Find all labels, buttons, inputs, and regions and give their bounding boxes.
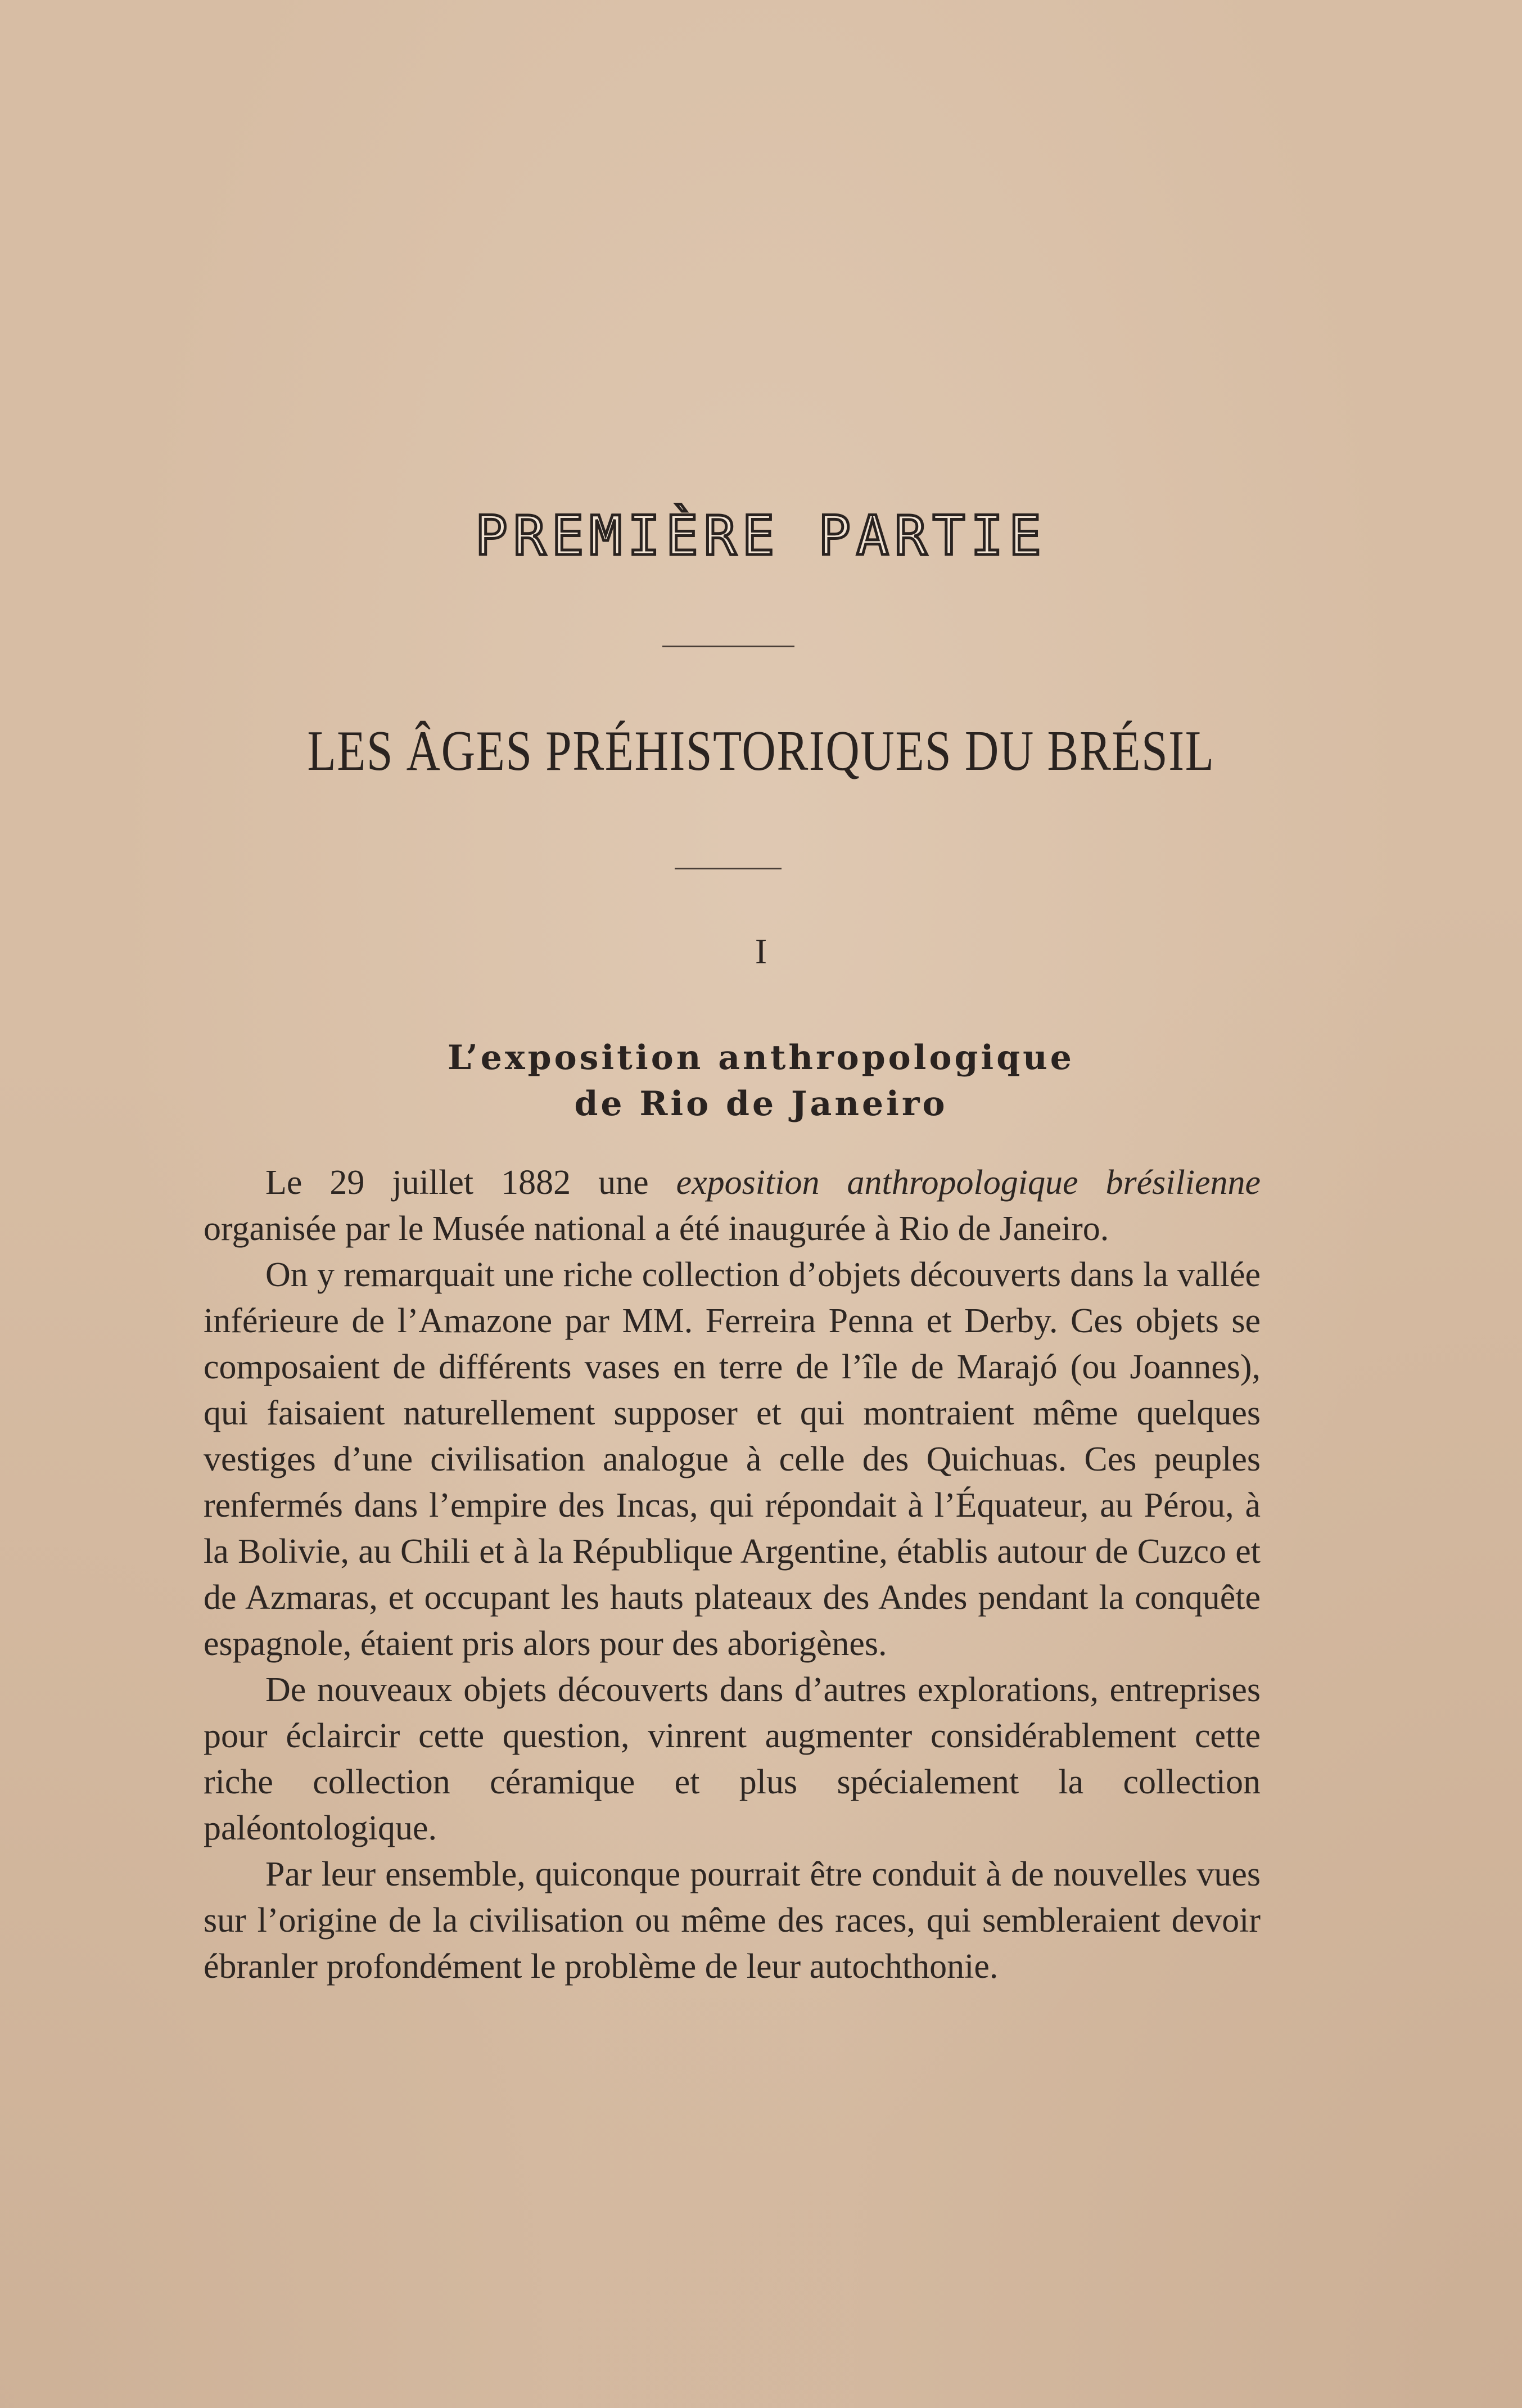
section-heading-line-2: de Rio de Janeiro <box>574 1084 948 1124</box>
section-heading <box>0 1035 1522 1127</box>
paragraph-2: On y remarquait une riche collection d’objets découverts dans la vallée inférieure de l’Amazone par MM. Ferreira Penna et Derby. Ces objets se composaient de différents vases en terre de l’île de Marajó (ou Joannes), qui faisaient naturellement supposer et qui montraient même quelques vestiges d’une civilisation analogue à celle des Quichuas. Ces peuples renfermés dans l’empire des Incas, qui répondait à l’Équateur, au Pérou, à la Bolivie, au Chili et à la République Argentine, établis autour de Cuzco et de Azmaras, et occupant les hauts plateaux des Andes pendant la conquête espagnole, étaient pris alors pour des aborigènes. <box>204 1256 1261 1663</box>
title-divider-bottom <box>675 868 782 869</box>
paragraph-4: Par leur ensemble, quiconque pourrait être conduit à de nouvelles vues sur l’origine de la civilisation ou même des races, qui sembleraient devoir ébranler profondément le problème de leur autochthonie. <box>204 1855 1261 1986</box>
body-text <box>204 1160 1261 1990</box>
paragraph-1 <box>204 1160 1261 1252</box>
chapter-number: I <box>755 931 767 971</box>
section-heading-line-1: L’exposition anthropologique <box>448 1038 1074 1077</box>
title-divider-top <box>662 646 794 647</box>
paragraph-3: De nouveaux objets découverts dans d’autres explorations, entreprises pour éclaircir cette question, vinrent augmenter considérablement cette riche collection céramique et plus spécialement la collection paléontologique. <box>204 1671 1261 1847</box>
paragraph-1-end: organisée par le Musée national a été inaugurée à Rio de Janeiro. <box>204 1210 1109 1248</box>
paragraph-1-start: Le 29 juillet 1882 une <box>265 1164 676 1202</box>
main-title: LES ÂGES PRÉHISTORIQUES DU BRÉSIL <box>307 719 1215 783</box>
paragraph-1-italic: exposition anthropologique brésilienne <box>676 1164 1261 1202</box>
part-title: PREMIÈRE PARTIE <box>475 504 1047 567</box>
